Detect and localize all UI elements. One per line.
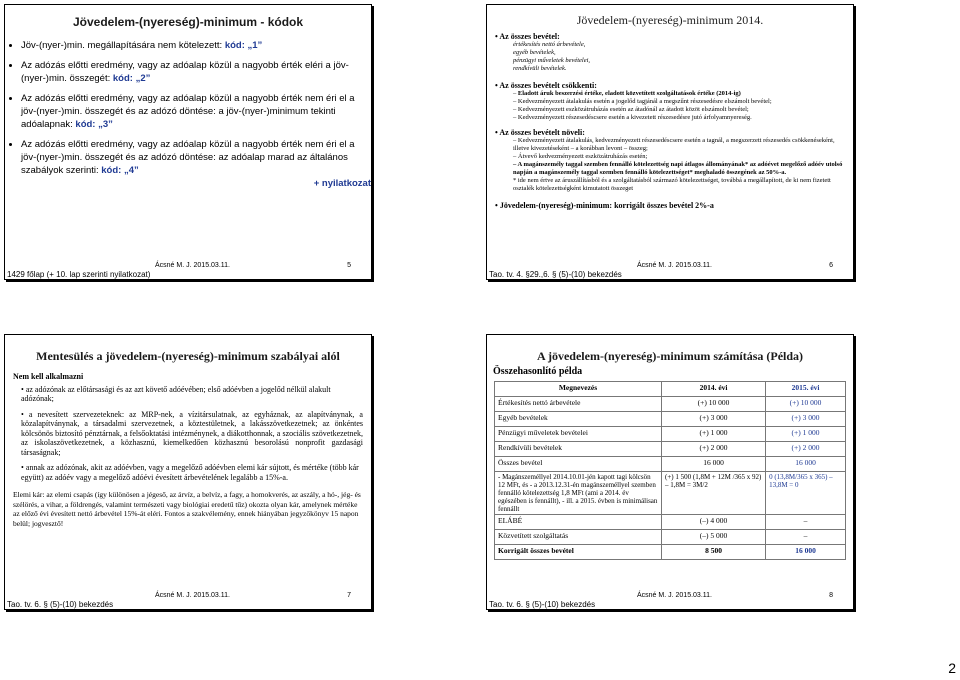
list-item: • a nevesített szervezeteknek: az MRP-nek, a vízitársulatnak, az egyháznak, az alapítványnak, a közalapítványnak, a társadalmi szervezetnek, a köztestületnek, a lakásszövetkezetnek; az önkéntes kölcsönös biztosító pénztárnak, a felsőoktatási intézménynek, a diákotthonnak, a szociális szövetkezetnek, az iskolaszövetkezetnek, a közhasznú, kiemelkedően közhasznú besorolású nonprofit gazdasági társaságnak; [21, 409, 363, 457]
bullet-text: Az adózás előtti eredmény, vagy az adóalap közül a nagyobb érték nem éri el a jöv-(nyer-)min. összegét és az adózó döntése: a jöv-(nyer-)minimum tekinti adóalapnak: [21, 93, 355, 130]
code-list [5, 39, 371, 190]
table-row [495, 515, 846, 530]
code-label: kód: „1” [224, 40, 263, 51]
list-item: • annak az adózónak, akit az adóévben, vagy a megelőző adóévben elemi kár sújtott, és mértéke (több kár együtt) az adóév vagy a megelőző adóévi évesített árbevételének legalább a 15%-a. [21, 463, 359, 482]
cell: 16 000 [766, 457, 846, 472]
cell: (+) 3 000 [662, 412, 766, 427]
slide-title: Jövedelem-(nyereség)-minimum 2014. [576, 13, 764, 27]
list-item: rendkívüli bevételek. [513, 65, 567, 72]
legal-reference: Tao. tv. 6. § (5)-(10) bekezdés [7, 600, 114, 609]
table-row [495, 545, 846, 560]
code-label: kód: „3” [75, 119, 113, 130]
cell: (–) 4 000 [662, 515, 766, 530]
cell: Összes bevétel [495, 457, 662, 472]
cell: (+) 1 000 [766, 427, 846, 442]
cell: (+) 1 500 (1,8M + 12M /365 x 92) – 1,8M = 3M/2 [662, 472, 766, 515]
cell: – [766, 515, 846, 530]
cell: (+) 3 000 [766, 412, 846, 427]
comparison-table [494, 381, 846, 560]
list-item: – Kedvezményezett eszközátruházás esetén az átadónál az átadott közöt elszámolt bevétel; [513, 106, 749, 113]
table-row [495, 442, 846, 457]
cell: Közvetített szolgáltatás [495, 530, 662, 545]
bullet-text: Az adózás előtti eredmény, vagy az adóalap közül a nagyobb érték eléri a jöv-(nyer-)min. összegét: [21, 60, 349, 84]
table-row [495, 397, 846, 412]
slide-7-mentesules [4, 334, 372, 610]
cell: (+) 2 000 [662, 442, 766, 457]
list-item: – Kedvezményezett átalakulás, kedvezményezett részesedéscsere esetén a tagnál, a megszerzett részesedés csökkenéseként, illetve kivezetéseként – a korábban levont – összeg; [513, 137, 835, 152]
slide-5-kodok [4, 4, 372, 280]
cell: 16 000 [662, 457, 766, 472]
table-row [495, 457, 846, 472]
header-cell: 2014. évi [662, 382, 766, 397]
slide-title: Mentesülés a jövedelem-(nyereség)-minimum szabályai alól [36, 349, 340, 363]
intro-text: Nem kell alkalmazni [13, 372, 84, 381]
cell: Korrigált összes bevétel [495, 545, 662, 560]
footer-date: Ácsné M. J. 2015.03.11. [155, 262, 230, 269]
code-label: kód: „4” [101, 165, 139, 176]
osszes-bevetel-section [487, 32, 853, 210]
table-row [495, 412, 846, 427]
slide-number: 7 [347, 592, 351, 599]
list-item: – A magánszemély taggal szemben fennálló kötelezettség napi átlagos állományának* az adóévet megelőző adóév utolsó napján a magánszemély taggal szemben fennálló kötelezettséget* meghaladó összegének az 50%-a. [513, 161, 843, 176]
item-text: Kedvezményezett részesedéscsere esetén a kivezetett részesedésre jutó árfolyamnyereség. [517, 114, 752, 121]
list-item: – Kedvezményezett átalakulás esetén a jogelőd tagjánál a megszűnt részesedésre elszámolt bevétel; [513, 98, 772, 105]
slide-6-minimum-2014 [486, 4, 854, 280]
cell: Rendkívüli bevételek [495, 442, 662, 457]
list-item: – Kedvezményezett részesedéscsere esetén a kivezetett részesedésre jutó árfolyamnyereség. [513, 114, 752, 121]
cell: 16 000 [766, 545, 846, 560]
cell: Pénzügyi műveletek bevételei [495, 427, 662, 442]
section-heading: • Jövedelem-(nyereség)-minimum: korrigált összes bevétel 2%-a [495, 201, 714, 210]
sheet-page-number: 2 [948, 660, 956, 676]
section-heading: • Az összes bevételt növeli: [495, 128, 585, 137]
heading-text: Jövedelem-(nyereség)-minimum: korrigált összes bevétel 2%-a [499, 201, 714, 210]
footnote: * ide nem értve az áruszállításból és a szolgáltatásból származó kötelezettséget, továbbá a megállapított, de ki nem fizetett osztalék kötelezettségként kimutatott összeget [513, 177, 831, 192]
table-row [495, 427, 846, 442]
list-item: egyéb bevételek, [513, 49, 556, 56]
table-row [495, 472, 846, 515]
cell: 0 (13,8M/365 x 365) – 13,8M = 0 [766, 472, 846, 515]
footer-date: Ácsné M. J. 2015.03.11. [637, 592, 712, 599]
legal-reference: 1429 főlap (+ 10. lap szerinti nyilatkozat) [7, 270, 151, 279]
slide-number: 5 [347, 262, 351, 269]
heading-text: Az összes bevétel: [499, 32, 560, 41]
item-text: annak az adózónak, akit az adóévben, vagy a megelőző adóévben elemi kár sújtott, és mértéke (több kár együtt) az adóév vagy a megelőző adóévi évesített árbevételének legalább a 15%-a. [21, 463, 359, 482]
subtitle: Összehasonlító példa [493, 366, 583, 377]
list-item: értékesítés nettó árbevétele, [513, 41, 586, 48]
elemi-kar-note: Elemi kár: az elemi csapás (így különösen a jégeső, az árvíz, a belvíz, a fagy, a homokverés, az aszály, a hó-, jég- és szélörés, a vihar, a földrengés, valamint természeti vagy biológiai eredetű tűz) okozta olyan kár, amelynek mértéke az előző évi évesített nettó árbevétel 15%-át eléri. Fontos a szakvélemény, ennek hiányában jegyzőkönyv 15 napon belül; jogvesztő! [13, 490, 361, 528]
item-text: Eladott áruk beszerzési értéke, eladott közvetített szolgáltatások értéke (2014-ig) [517, 90, 741, 97]
cell: 8 500 [662, 545, 766, 560]
item-text: az adózónak az előtársasági és az azt követő adóévében; első adóévben a jogelőd nélkül alakult adózónak; [21, 384, 331, 403]
table-row [495, 530, 846, 545]
cell: ELÁBÉ [495, 515, 662, 530]
header-cell: 2015. évi [766, 382, 846, 397]
footer-date: Ácsné M. J. 2015.03.11. [637, 262, 712, 269]
code-label: kód: „2” [112, 73, 151, 84]
cell: (+) 10 000 [766, 397, 846, 412]
heading-text: Az összes bevételt növeli: [499, 128, 585, 137]
legal-reference: Tao. tv. 4. §29.,6. § (5)-(10) bekezdés [489, 270, 622, 279]
slide-number: 6 [829, 262, 833, 269]
item-text: Kedvezményezett átalakulás, kedvezményezett részesedéscsere esetén a tagnál, a megszerzett részesedés csökkenéseként, illetve kivezetéseként – a korábban levont – összeg; [513, 137, 835, 152]
cell: Egyéb bevételek [495, 412, 662, 427]
item-text: A magánszemély taggal szemben fennálló kötelezettség napi átlagos állományának* az adóévet megelőző adóév utolsó napján a magánszemély taggal szemben fennálló kötelezettséget* meghaladó összegének az 50%-a. [513, 161, 843, 176]
section-heading: • Az összes bevétel: [495, 32, 560, 41]
bullet-text: Jöv-(nyer-)min. megállapítására nem kötelezett: [21, 40, 225, 51]
list-item: pénzügyi műveletek bevételei, [513, 57, 591, 64]
nyilatkozat-label: + nyilatkozat [313, 178, 371, 189]
heading-text: Az összes bevételt csökkenti: [499, 81, 597, 90]
list-item [21, 59, 371, 85]
cell: Értékesítés nettó árbevétele [495, 397, 662, 412]
slide-8-pelda [486, 334, 854, 610]
cell: – [766, 530, 846, 545]
cell: (–) 5 000 [662, 530, 766, 545]
item-text: Átvevő kedvezményezett eszközátruházás esetén; [517, 153, 648, 160]
bullet-text: Az adózás előtti eredmény, vagy az adóalap közül a nagyobb érték nem éri el a jöv-(nyer-)min. összegét és az adózó döntése: az adóalap marad az általános szabályok szerinti: [21, 139, 355, 176]
section-heading: • Az összes bevételt csökkenti: [495, 81, 597, 90]
list-item: – Eladott áruk beszerzési értéke, eladott közvetített szolgáltatások értéke (2014-ig) [513, 90, 741, 97]
legal-reference: Tao. tv. 6. § (5)-(10) bekezdés [489, 600, 596, 609]
slide-number: 8 [829, 592, 833, 599]
list-item [21, 92, 371, 131]
item-text: Kedvezményezett eszközátruházás esetén az átadónál az átadott közöt elszámolt bevétel; [517, 106, 749, 113]
cell: (+) 1 000 [662, 427, 766, 442]
table-header [495, 382, 846, 397]
slide-title: A jövedelem-(nyereség)-minimum számítása (Példa) [536, 349, 804, 363]
slide-title: Jövedelem-(nyereség)-minimum - kódok [72, 15, 304, 29]
list-item: • az adózónak az előtársasági és az azt követő adóévében; első adóévben a jogelőd nélkül alakult adózónak; [21, 384, 331, 403]
list-item: – Átvevő kedvezményezett eszközátruházás esetén; [513, 153, 648, 160]
item-text: Kedvezményezett átalakulás esetén a jogelőd tagjánál a megszűnt részesedésre elszámolt bevétel; [517, 98, 772, 105]
list-item [21, 138, 371, 190]
list-item [21, 39, 371, 52]
cell: - Magánszeméllyel 2014.10.01-jén kapott tagi kölcsön 12 MFt, és - a 2013.12.31-én magánszeméllyel szemben fennálló kötelezettség 1,8 MFt (ami a 2014. év egészében is fennállt), - ill. a 2015. évben is minimálisan fennállt [495, 472, 662, 515]
cell: (+) 2 000 [766, 442, 846, 457]
header-cell: Megnevezés [495, 382, 662, 397]
footer-date: Ácsné M. J. 2015.03.11. [155, 592, 230, 599]
cell: (+) 10 000 [662, 397, 766, 412]
slide-body [5, 372, 371, 528]
item-text: a nevesített szervezeteknek: az MRP-nek, a vízitársulatnak, az egyháznak, az alapítványnak, a közalapítványnak, a társadalmi szervezetnek, a köztestületnek, a lakásszövetkezetnek; az önkéntes kölcsönös biztosító pénztárnak, a felsőoktatási intézménynek, a diákotthonnak, a szociális szövetkezetnek, az iskolaszövetkezetnek, a közhasznú, kiemelkedően közhasznú besorolású nonprofit gazdasági társaságnak; [21, 409, 363, 457]
